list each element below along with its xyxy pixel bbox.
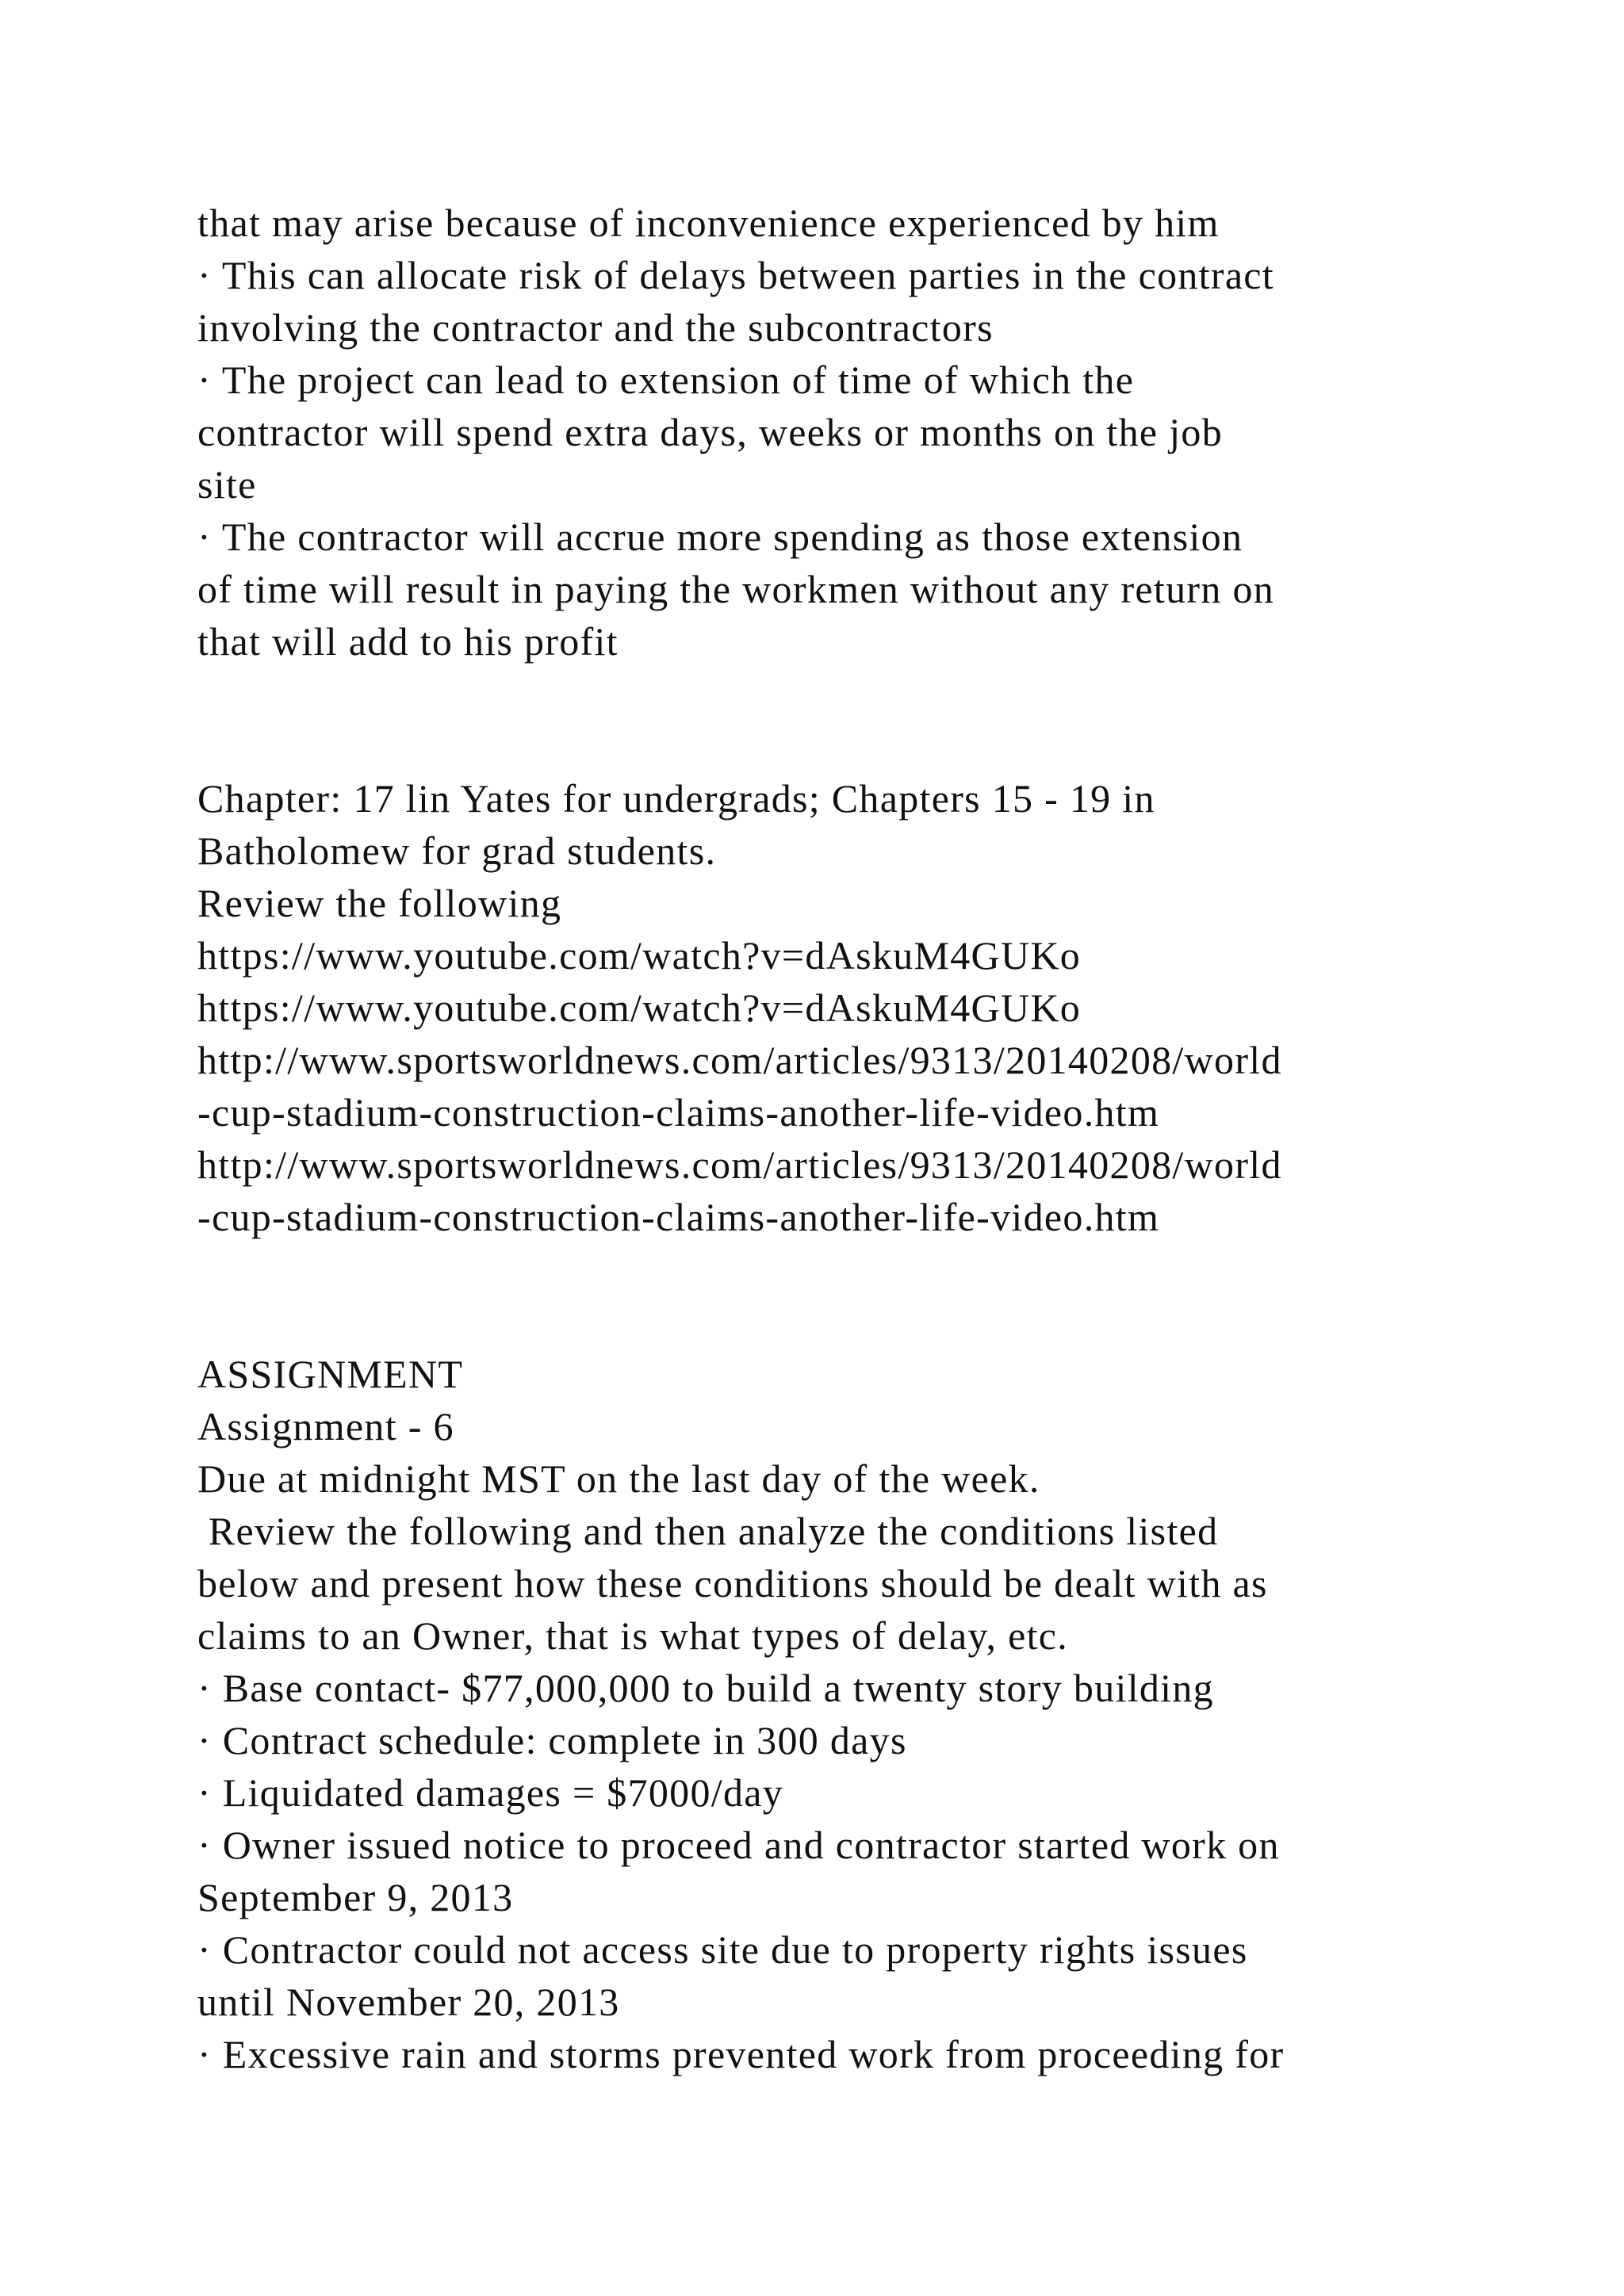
document-body (197, 197, 1506, 2080)
text-line: until November 20, 2013 (197, 1980, 620, 2024)
paragraph-gap (197, 668, 1506, 772)
text-line: Batholomew for grad students. (197, 828, 717, 873)
url-line: https://www.youtube.com/watch?v=dAskuM4GUKo (197, 985, 1082, 1030)
text-line: · The contractor will accrue more spending as those extension (197, 515, 1243, 559)
bullet-line: · Liquidated damages = $7000/day (197, 1770, 784, 1815)
text-line: below and present how these conditions should be dealt with as (197, 1561, 1268, 1605)
due-date-line: Due at midnight MST on the last day of the week. (197, 1456, 1040, 1501)
url-line: https://www.youtube.com/watch?v=dAskuM4GUKo (197, 933, 1082, 978)
url-line: -cup-stadium-construction-claims-another-life-video.htm (197, 1090, 1160, 1135)
text-line: site (197, 462, 257, 507)
section-readings (197, 772, 1506, 1243)
text-line: Review the following and then analyze the conditions listed (197, 1509, 1219, 1553)
text-line: · The project can lead to extension of time of which the (197, 358, 1135, 402)
assignment-heading: ASSIGNMENT (197, 1352, 464, 1396)
chapter-line: Chapter: 17 lin Yates for undergrads; Chapters 15 - 19 in (197, 776, 1155, 821)
paragraph-gap (197, 1243, 1506, 1348)
bullet-line: · Base contact- $77,000,000 to build a twenty story building (197, 1666, 1214, 1710)
text-line: that may arise because of inconvenience experienced by him (197, 201, 1220, 245)
text-line: that will add to his profit (197, 619, 619, 664)
bullet-line: · Excessive rain and storms prevented work from proceeding for (197, 2032, 1285, 2076)
text-line: Review the following (197, 881, 562, 925)
text-line: involving the contractor and the subcontractors (197, 305, 994, 350)
section-assignment (197, 1348, 1506, 2080)
text-line: of time will result in paying the workmen without any return on (197, 567, 1275, 611)
assignment-title: Assignment - 6 (197, 1404, 454, 1448)
section-delay-notes (197, 197, 1506, 668)
bullet-line: · Contract schedule: complete in 300 days (197, 1718, 907, 1762)
url-line: http://www.sportsworldnews.com/articles/9313/20140208/world (197, 1038, 1282, 1082)
text-line: claims to an Owner, that is what types of delay, etc. (197, 1613, 1069, 1658)
bullet-line: · Owner issued notice to proceed and contractor started work on (197, 1823, 1280, 1867)
url-line: http://www.sportsworldnews.com/articles/9313/20140208/world (197, 1142, 1282, 1187)
text-line: September 9, 2013 (197, 1875, 514, 1919)
url-line: -cup-stadium-construction-claims-another-life-video.htm (197, 1195, 1160, 1239)
text-line: · This can allocate risk of delays between parties in the contract (197, 253, 1274, 297)
bullet-line: · Contractor could not access site due to property rights issues (197, 1927, 1248, 1972)
text-line: contractor will spend extra days, weeks or months on the job (197, 410, 1223, 454)
